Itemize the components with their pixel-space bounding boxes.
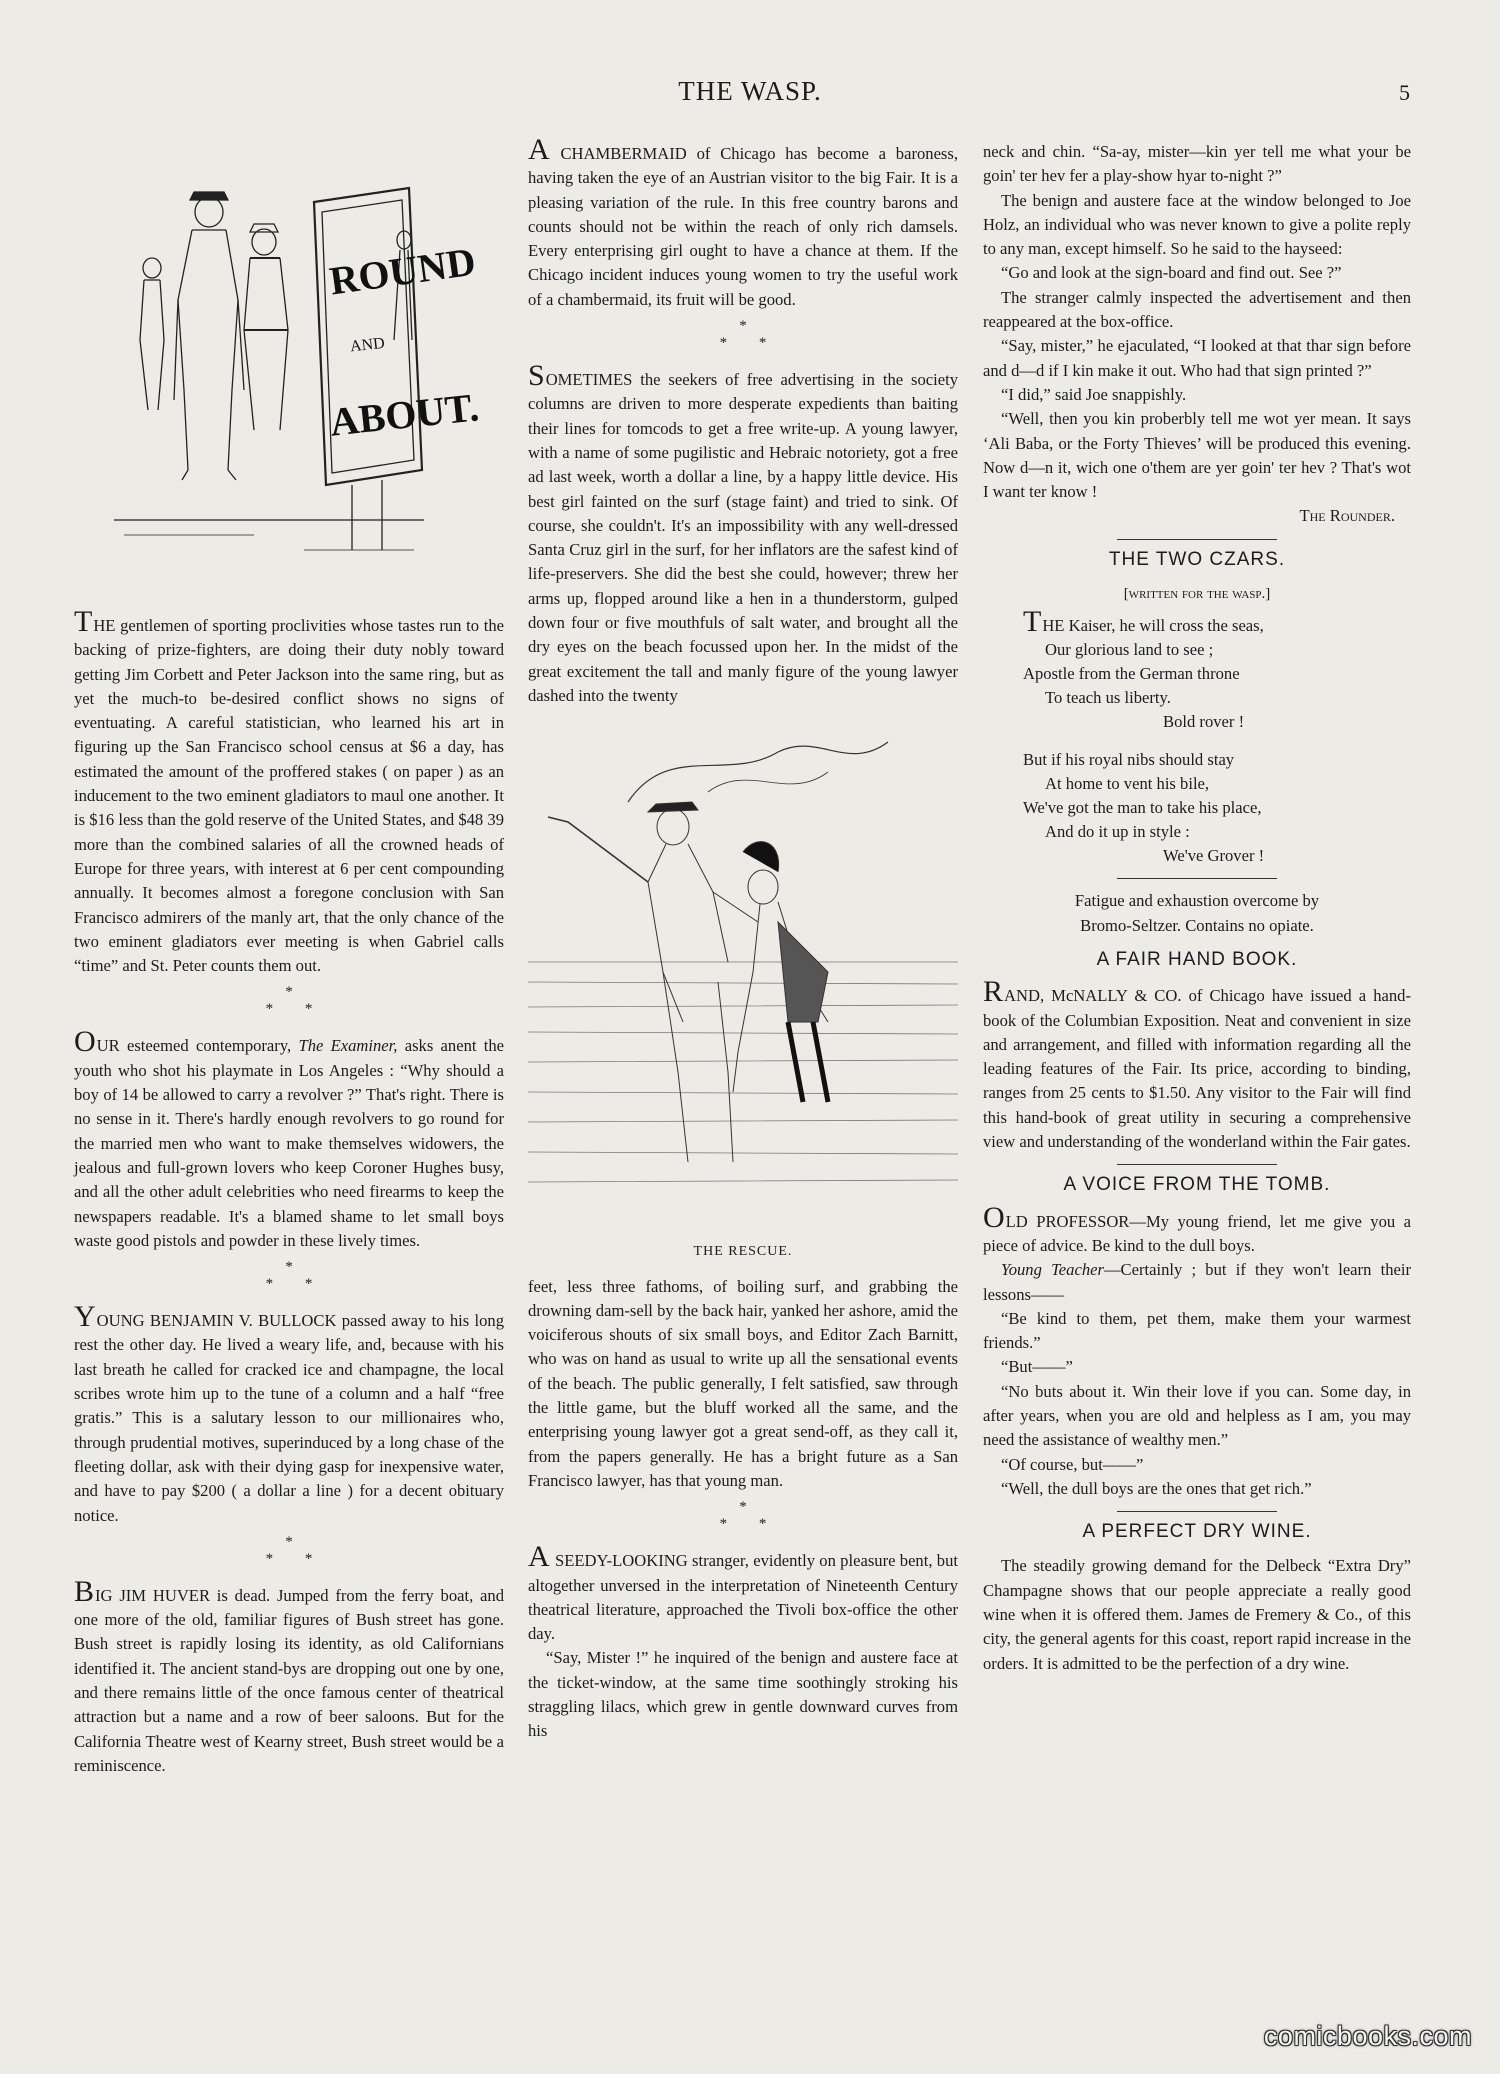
section-divider: * * * [719, 1499, 767, 1533]
heading-perfect-dry-wine: A PERFECT DRY WINE. [1082, 1521, 1312, 1543]
section-divider: * * * [265, 1259, 313, 1293]
article-bullock: YOUNG BENJAMIN V. BULLOCK passed away to his long rest the other day. He lived a weary life, and, because with his last breath he called for cracked ice and champagne, the local scribes wrote him up to the tune of a column and a half “free gratis.” This is a salutary lesson to our millionaires who, through prudential motives, superinduced by a long chase of the fleeting dollar, ask with their dying gasp for inexpensive water, and have to pay $200 ( a dollar a line ) for a decent obituary notice. [74, 1300, 504, 1525]
sign-line-round: ROUND [326, 238, 479, 304]
poem-two-czars: THE Kaiser, he will cross the seas, Our glorious land to see ; Apostle from the German throne To teach us liberty. Bold rover ! But if his royal nibs should stay At home to vent his bile, We've got the man to take his place, And do it up in style : We've Grover ! [1023, 605, 1265, 866]
paragraph: “Of course, but——” [1001, 1454, 1144, 1474]
illustration-caption: THE RESCUE. [693, 1244, 793, 1260]
section-divider: * * * [265, 1533, 313, 1567]
article-examiner: OUR esteemed contemporary, The Examiner, asks anent the youth who shot his playmate in Los Angeles : “Why should a boy of 14 be allowed to carry a revolver ?” That's right. There is no sense in it. There's hardly enough revolvers to go round for the married men who want to make themselves widowers, the jealous and full-grown lovers who keep Coroner Hughes busy, and all the other adult celebrities who need firearms to keep the newspapers readable. It's a blamed shame to let small boys waste good pistols and powder in these lively times. [74, 1025, 505, 1250]
article-sporting: THE gentlemen of sporting proclivities whose tastes run to the backing of prize-fighters, are doing their duty nobly toward getting Jim Corbett and Peter Jackson into the same ring, but as yet the much-to be-desired conflict shows no signs of eventuating. A careful statistician, who learned his art in figuring up the San Francisco school census at $6 a day, has estimated the amount of the proffered stakes ( on paper ) as an inducement to the two eminent gladiators to maul one another. It is $16 less than the gold reserve of the United States, and $48 39 more than the combined salaries of all the crowned heads of Europe for three years, with interest at 6 per cent compounding annually. It becomes almost a foregone conclusion with San Francisco admirers of the manly art, that the only chance of the two eminent gladiators ever meeting is when Gabriel calls “time” and St. Peter counts them out. [74, 605, 504, 976]
article-seedy-stranger: A SEEDY-LOOKING stranger, evidently on pleasure bent, but altogether unversed in the interpretation of Nineteenth Century theatrical literature, approached the Tivoli box-office the other day. [528, 1540, 958, 1644]
bromo-seltzer-ad: Fatigue and exhaustion overcome by Bromo-Seltzer. Contains no opiate. [1074, 891, 1320, 935]
paragraph: “Be kind to them, pet them, make them your warmest friends.” [983, 1308, 1411, 1353]
paragraph: “Well, the dull boys are the ones that get rich.” [1001, 1478, 1312, 1498]
column-2 [528, 133, 958, 1744]
column-1 [74, 140, 504, 1778]
paragraph: “Well, then you kin proberbly tell me wot yer mean. It says ‘Ali Baba, or the Forty Thieves’ will be produced this evening. Now d—n it, wich one o'them are yer goin' ter hev ? That's wot I want ter know ! [983, 409, 1411, 502]
paragraph: The stranger calmly inspected the advertisement and then reappeared at the box-office. [983, 287, 1411, 332]
paragraph: Young Teacher—Certainly ; but if they won't learn their lessons—— [983, 1260, 1411, 1304]
column-3 [983, 140, 1411, 1676]
divider-rule [1117, 1511, 1277, 1512]
rescue-illustration [528, 722, 958, 1232]
page-number: 5 [1399, 80, 1410, 105]
section-divider: * * * [265, 984, 313, 1018]
heading-two-czars: THE TWO CZARS. [1108, 548, 1286, 570]
masthead: THE WASP. [678, 76, 822, 106]
sign-line-about: ABOUT. [327, 384, 481, 445]
heading-fair-hand-book: A FAIR HAND BOOK. [1096, 948, 1298, 970]
author-signature: The Rounder. [1299, 506, 1395, 526]
divider-rule [1117, 1164, 1277, 1165]
article-seedy-stranger-dialogue: “Say, Mister !” he inquired of the benign and austere face at the ticket-window, at the same time soothingly stroking his straggling lilacs, which grew in gentle downward curves from his [528, 1648, 958, 1741]
article-hand-book: RAND, McNALLY & CO. of Chicago have issued a hand-book of the Columbian Exposition. Neat and convenient in size and arrangement, and filled with information regarding all the leading features of the Fair. Its price, according to binding, ranges from 25 cents to $1.50. Any visitor to the Fair will find this hand-book of great utility in securing a comprehensive view and understanding of the wonderland within the Fair gates. [983, 975, 1411, 1152]
article-huver: BIG JIM HUVER is dead. Jumped from the ferry boat, and one more of the old, familiar figures of Bush street has gone. Bush street is rapidly losing its identity, as old Californians identified it. The ancient stand-bys are dropping out one by one, and there remains little of the once famous center of theatrical attraction but a name and a row of beer saloons. But for the California Theatre west of Kearny street, Bush street would be a reminiscence. [74, 1574, 504, 1775]
divider-rule [1117, 878, 1277, 879]
poem-byline: [written for the wasp.] [1123, 586, 1271, 603]
paragraph: “Go and look at the sign-board and find out. See ?” [1001, 263, 1342, 283]
round-and-about-illustration [104, 140, 481, 590]
divider-rule [1117, 539, 1277, 540]
site-watermark: comicbooks.com [1263, 2021, 1472, 2051]
article-chambermaid: A CHAMBERMAID of Chicago has become a baroness, having taken the eye of an Austrian visitor to the big Fair. It is a pleasing variation of the rule. In this free country barons and counts should not be within the reach of only rich damsels. Every enterprising girl ought to have a chance at them. If the Chicago incident induces young women to try the useful work of a chambermaid, its fruit will be good. [528, 133, 958, 309]
article-free-advertising-continued: feet, less three fathoms, of boiling surf, and grabbing the drowning dam-sell by the back hair, yanked her ashore, amid the voiciferous shouts of six small boys, and Editor Zach Barnitt, who was on hand as usual to write up all the sensational events of the beach. The public generally, I felt satisfied, saw through the little game, but the bluff worked all the same, and the enterprising young lawyer got a great send-off, as they call it, from the papers generally. He has a bright future as a San Francisco lawyer, has that young man. [528, 1276, 958, 1490]
article-stranger-continued: neck and chin. “Sa-ay, mister—kin yer tell me what your be goin' ter hev fer a play-show hyar to-night ?” [983, 142, 1411, 186]
paragraph: The benign and austere face at the window belonged to Joe Holz, an individual who was never known to give a polite reply to any man, except himself. So he said to the hayseed: [983, 190, 1411, 259]
paragraph: “Say, mister,” he ejaculated, “I looked at that thar sign before and d—d if I kin make it out. Who had that sign printed ?” [983, 336, 1411, 380]
article-voice-from-tomb: OLD PROFESSOR—My young friend, let me give you a piece of advice. Be kind to the dull boys. [983, 1200, 1411, 1255]
paragraph: “But——” [1001, 1357, 1073, 1377]
article-free-advertising: SOMETIMES the seekers of free advertising in the society columns are driven to more desperate expedients than baiting their lines for tomcods to get a free write-up. A young lawyer, with a name of some pugilistic and Hebraic notoriety, got a free ad last week, worth a dollar a line, by a happy little device. His best girl fainted on the surf (stage faint) and tried to sink. Of course, she couldn't. It's an impossibility with any well-dressed Santa Cruz girl in the surf, for her inflators are the safest kind of life-preservers. She did the best she could, however; threw her arms up, flopped around like a hen in a thunderstorm, gulped down four or five mouthfuls of salt water, and brought all the dry eyes on the beach focussed upon her. In the midst of the great excitement the tall and manly figure of the young lawyer dashed into the twenty [528, 359, 958, 705]
article-dry-wine: The steadily growing demand for the Delbeck “Extra Dry” Champagne shows that our people appreciate a really good wine when it is offered them. James de Fremery & Co., of this city, the general agents for this coast, report rapid increase in the orders. It is admitted to be the perfection of a dry wine. [983, 1556, 1411, 1673]
section-divider: * * * [719, 318, 767, 352]
paragraph: “No buts about it. Win their love if you can. Some day, in after years, when you are old and helpless as I am, you may need the assistance of wealthy men.” [983, 1381, 1411, 1450]
paragraph: “I did,” said Joe snappishly. [1001, 384, 1187, 404]
heading-voice-from-tomb: A VOICE FROM THE TOMB. [1063, 1174, 1331, 1196]
sign-line-and: AND [349, 334, 386, 356]
